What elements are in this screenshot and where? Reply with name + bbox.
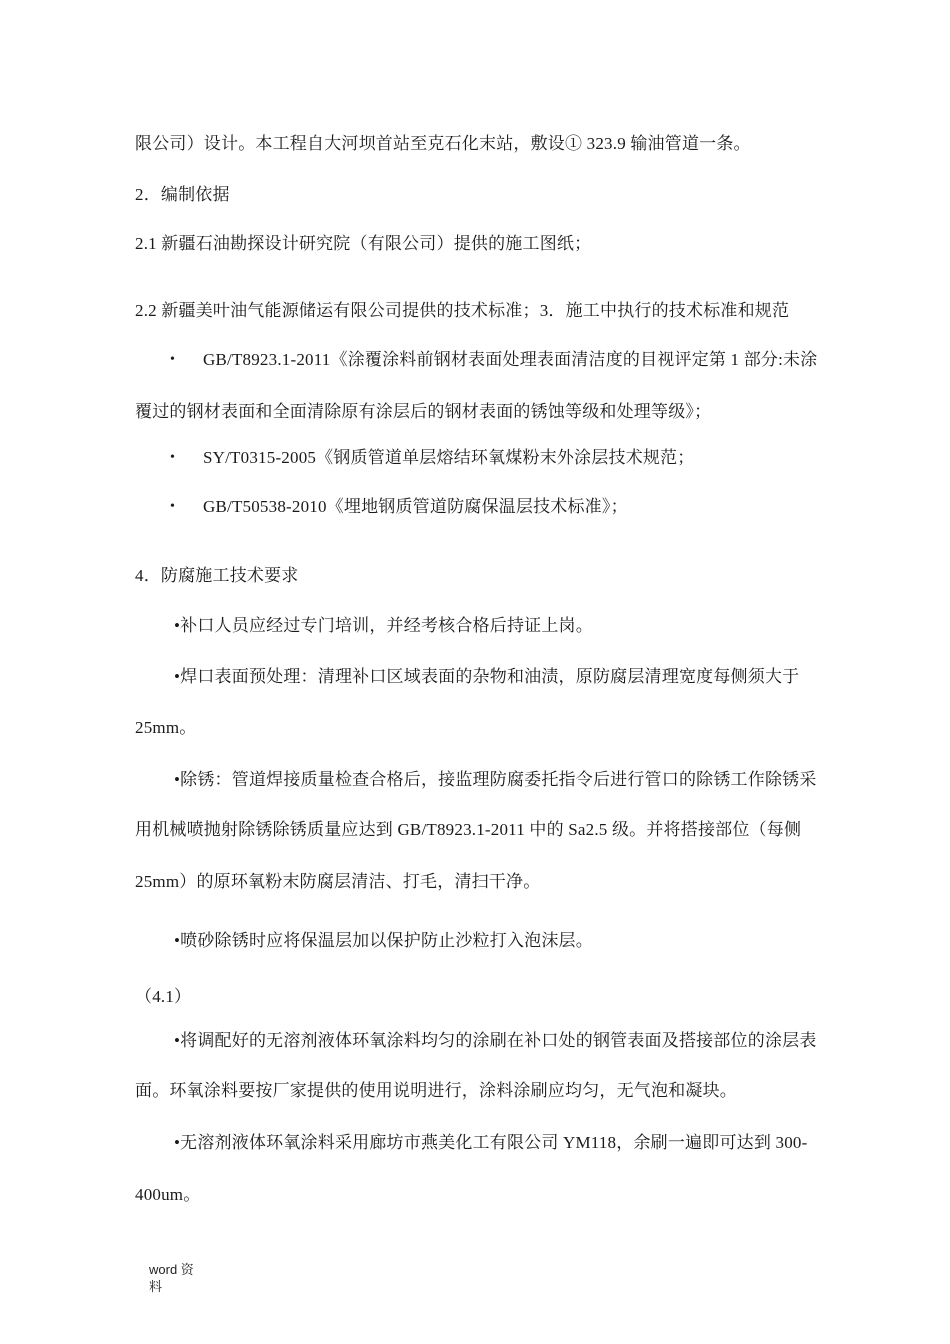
requirement-coating-product: •无溶剂液体环氧涂料采用廊坊市燕美化工有限公司 YM118，余刷一遍即可达到 300-: [174, 1133, 808, 1152]
paragraph-2-1: 2.1 新疆石油勘探设计研究院（有限公司）提供的施工图纸；: [135, 234, 592, 253]
standard-item-sy0315: SY/T0315-2005《钢质管道单层熔结环氧煤粉末外涂层技术规范；: [203, 448, 695, 467]
standard-item-gb8923-continued: 覆过的钢材表面和全面清除原有涂层后的钢材表面的锈蚀等级和处理等级》；: [135, 402, 712, 421]
bullet-marker: •: [170, 450, 175, 465]
footer-line-2: 料: [149, 1279, 163, 1294]
requirement-rust-removal-line3: 25mm）的原环氧粉末防腐层清洁、打毛，清扫干净。: [135, 872, 541, 891]
standard-item-gb8923: GB/T8923.1-2011《涂覆涂料前钢材表面处理表面清洁度的目视评定第 1 部分:未涂: [203, 350, 818, 369]
section-label-4-1: （4.1）: [135, 987, 192, 1006]
paragraph-intro-continuation: 限公司）设计。本工程自大河坝首站至克石化末站，敷设① 323.9 输油管道一条。: [135, 134, 751, 153]
section-heading-4: 4．防腐施工技术要求: [135, 566, 299, 585]
requirement-rust-removal-line2: 用机械喷抛射除锈除锈质量应达到 GB/T8923.1-2011 中的 Sa2.5 级。并将搭接部位（每侧: [135, 820, 802, 839]
requirement-personnel: •补口人员应经过专门培训，并经考核合格后持证上岗。: [174, 616, 593, 635]
bullet-marker: •: [170, 352, 175, 367]
paragraph-2-2: 2.2 新疆美叶油气能源储运有限公司提供的技术标准；3．施工中执行的技术标准和规范: [135, 301, 790, 320]
standard-item-gb50538: GB/T50538-2010《埋地钢质管道防腐保温层技术标准》；: [203, 497, 628, 516]
bullet-marker: •: [170, 499, 175, 514]
requirement-coating: •将调配好的无溶剂液体环氧涂料均匀的涂刷在补口处的钢管表面及搭接部位的涂层表: [174, 1031, 817, 1050]
requirement-surface-prep: •焊口表面预处理：清理补口区域表面的杂物和油渍，原防腐层清理宽度每侧须大于: [174, 667, 800, 686]
section-heading-2: 2．编制依据: [135, 185, 230, 204]
requirement-coating-continued: 面。环氧涂料要按厂家提供的使用说明进行，涂料涂刷应均匀，无气泡和凝块。: [135, 1081, 737, 1100]
requirement-surface-prep-continued: 25mm。: [135, 718, 197, 737]
requirement-coating-product-continued: 400um。: [135, 1185, 201, 1204]
footer-line-1: word 资: [149, 1262, 194, 1277]
page-footer: [149, 1261, 209, 1295]
requirement-sandblast-protection: •喷砂除锈时应将保温层加以保护防止沙粒打入泡沫层。: [174, 931, 593, 950]
requirement-rust-removal: •除锈：管道焊接质量检查合格后，接监理防腐委托指令后进行管口的除锈工作除锈采: [174, 770, 817, 789]
